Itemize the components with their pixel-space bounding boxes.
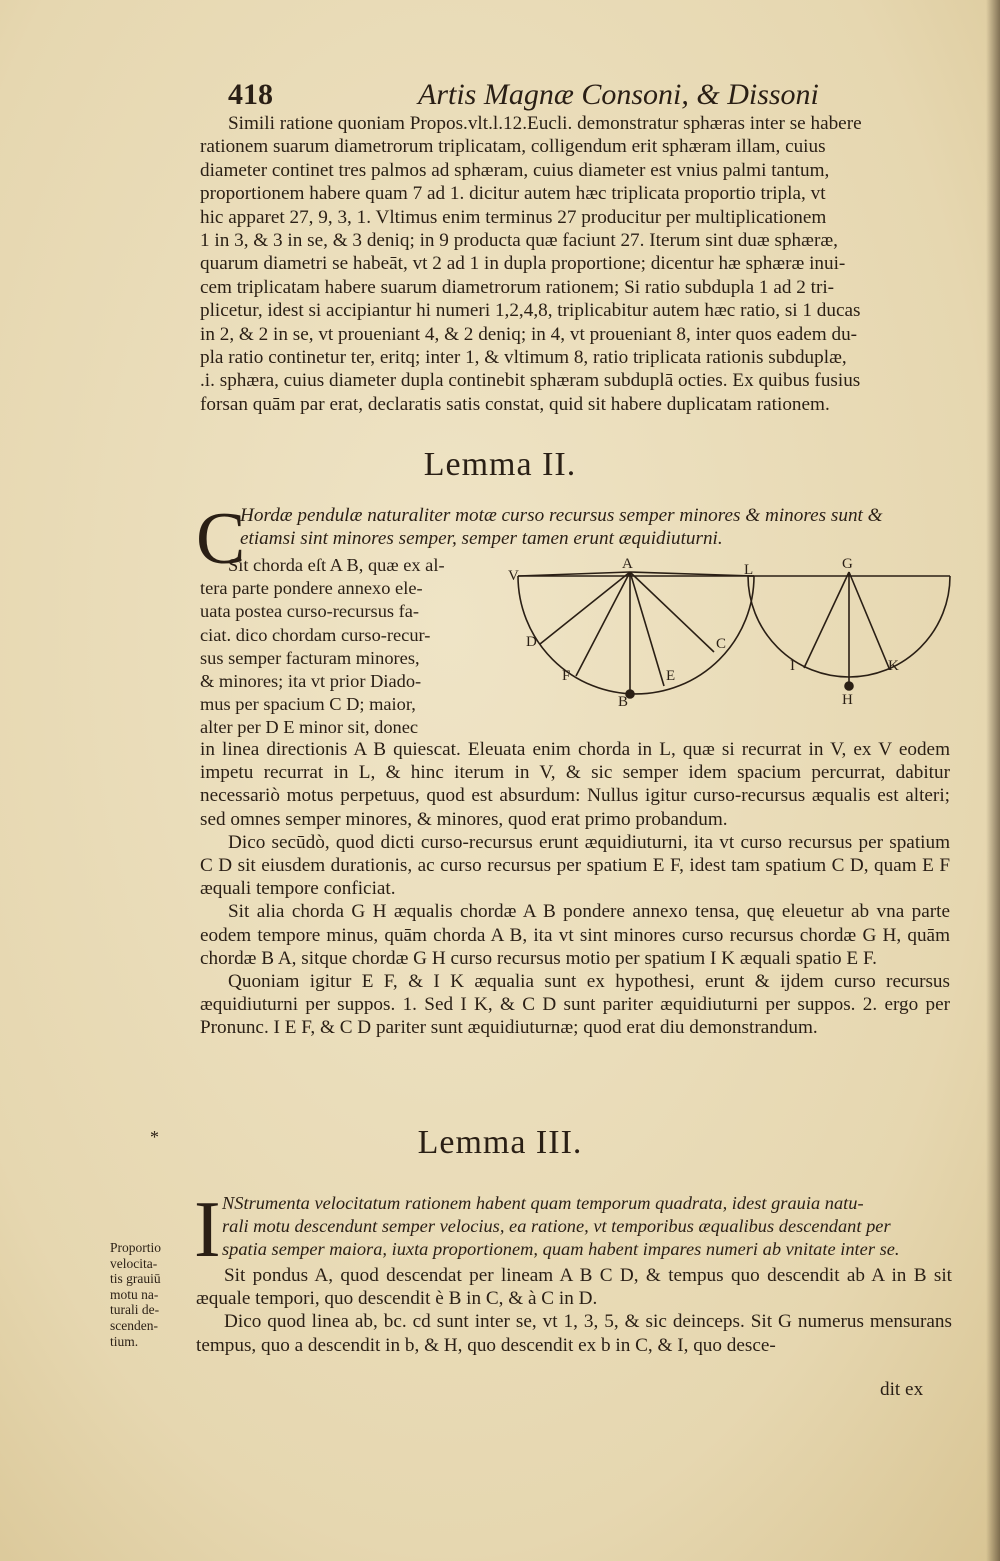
statement-line: rali motu descendunt semper velocius, ea ratione, vt temporibus æqualibus descendant per — [222, 1216, 891, 1236]
fig-label-c: C — [716, 636, 727, 652]
lemma-2-paragraph: in linea directionis A B quiescat. Eleuata enim chorda in L, quæ si recurrat in V, ex V eodem impetu recurrat in L, & hinc iterum in V, & sic semper idem spacium percurrat, dabitur necessariò motus perpetuus, quod est absurdum: Nullus igitur curso-recursus æqualis est alteri; sed omnes semper minores, & minores, quod erat primo probandum. — [200, 739, 950, 830]
narrow-line: Sit chorda eſt A B, quæ ex al- — [228, 555, 445, 575]
catchword: dit ex — [880, 1379, 924, 1400]
lemma-2-heading: Lemma II. — [423, 446, 577, 483]
statement-line: etiamsi sint minores semper, semper tamen erunt æquidiuturni. — [240, 528, 723, 549]
lemma-2-statement — [240, 504, 950, 550]
margin-line: turali de- — [110, 1302, 160, 1318]
margin-line: velocita- — [110, 1255, 158, 1271]
fig-label-d: D — [526, 634, 537, 650]
lemma-3-statement — [222, 1192, 952, 1261]
narrow-line: alter per D E minor sit, donec — [200, 717, 419, 738]
intro-line: rationem suarum diametrorum triplicatam, colligendum erit sphæram illam, cuius — [200, 136, 826, 158]
left-pendulum-diagram — [518, 572, 754, 698]
fig-label-g: G — [842, 558, 853, 572]
running-title: Artis Magnæ Consoni, & Dissoni — [418, 78, 819, 111]
narrow-line: tera parte pondere annexo ele- — [200, 578, 423, 599]
fig-label-l: L — [744, 562, 754, 578]
line-ad — [540, 572, 630, 644]
fig-label-a: A — [622, 558, 633, 572]
line-af — [576, 572, 630, 676]
lemma-3-heading: Lemma III. — [417, 1124, 583, 1161]
intro-line: hic apparet 27, 9, 3, 1. Vltimus enim terminus 27 producitur per multiplicationem — [200, 206, 827, 228]
margin-line: tis grauiū — [110, 1271, 161, 1287]
margin-line: tium. — [110, 1333, 139, 1349]
lemma-2-paragraph: Dico secūdò, quod dicti curso-recursus erunt æquidiuturni, ita vt curso recursus per spatium C D sit eiusdem durationis, ac curso recursus per spatium E F, idest tam spatium C D, quam E F æquali tempore conficiat. — [200, 831, 950, 900]
right-pendulum-diagram — [748, 572, 950, 690]
lemma-3-paragraph: Dico quod linea ab, bc. cd sunt inter se, vt 1, 3, 5, & sic deinceps. Sit G numerus mensurans tempus, quo a descendit in b, & H, quo descendit ex b in C, & I, quo desce- — [196, 1311, 952, 1356]
lemma-2-dropcap: C — [196, 498, 246, 580]
narrow-line: ciat. dico chordam curso-recur- — [200, 624, 431, 645]
intro-line: diameter continet tres palmos ad sphæram, cuius diameter est vnius palmi tantum, — [200, 159, 830, 181]
intro-paragraph — [200, 112, 950, 416]
fig-label-b: B — [618, 694, 629, 710]
intro-line: plicetur, idest si accipiantur hi numeri 1,2,4,8, triplicabitur autem hæc ratio, si 1 ducas — [200, 300, 861, 322]
lemma-2-body — [200, 738, 950, 1040]
narrow-line: sus semper facturam minores, — [200, 647, 420, 668]
fig-label-i: I — [790, 658, 795, 674]
margin-line: motu na- — [110, 1286, 159, 1302]
lemma-2-paragraph: Quoniam igitur E F, & I K æqualia sunt ex hypothesi, erunt & ijdem curso recursus æquidiuturni per suppos. 1. Sed I K, & C D sunt pariter æquidiuturni per suppos. 2. ergo per Pronunc. I E F, & C D pariter sunt æquidiuturnæ; quod erat diu demonstrandum. — [200, 971, 950, 1039]
section-marker: * — [150, 1127, 159, 1147]
statement-line: NStrumenta velocitatum rationem habent quam temporum quadrata, idest grauia natu- — [222, 1193, 864, 1213]
intro-line: 1 in 3, & 3 in se, & 3 deniq; in 9 producta quæ faciunt 27. Iterum sint duæ sphæræ, — [200, 230, 838, 252]
fig-label-e: E — [666, 668, 676, 684]
lemma-3-body — [196, 1264, 952, 1357]
fig-label-h: H — [842, 692, 853, 708]
intro-line: pla ratio continetur ter, eritq; inter 1, & vltimum 8, ratio triplicata rationis subduplæ, — [200, 347, 847, 369]
fig-label-k: K — [888, 658, 899, 674]
margin-note — [110, 1240, 186, 1349]
margin-line: Proportio — [110, 1240, 162, 1255]
intro-line: quarum diametri se habeāt, vt 2 ad 1 in dupla proportione; dicentur hæ sphæræ inui- — [200, 253, 846, 275]
fig-label-f: F — [562, 668, 571, 684]
fig-label-v: V — [508, 568, 519, 584]
statement-line: spatia semper maiora, iuxta proportionem, quam habent impares numeri ab vnitate inter se. — [222, 1239, 900, 1259]
intro-line: .i. sphæra, cuius diameter dupla continebit sphæram subduplā octies. Ex quibus fusius — [200, 370, 861, 392]
lemma-2-narrow-text — [200, 554, 496, 740]
lemma-3-paragraph: Sit pondus A, quod descendat per lineam A B C D, & tempus quo descendit ab A in B sit æquale tempori, quo descendit è B in C, & à C in D. — [196, 1265, 952, 1310]
lemma-3-dropcap: I — [194, 1186, 221, 1274]
right-bob — [845, 682, 853, 690]
line-gi — [804, 572, 849, 668]
page-number: 418 — [228, 78, 273, 111]
narrow-line: uata postea curso-recursus fa- — [200, 601, 420, 622]
narrow-line: & minores; ita vt prior Diado- — [200, 671, 422, 692]
intro-line: in 2, & 2 in se, vt proueniant 4, & 2 deniq; in 4, vt proueniant 8, inter quos eadem du- — [200, 323, 858, 345]
intro-line: forsan quām par erat, declaratis satis constat, quid sit habere duplicatam rationem. — [200, 393, 830, 415]
intro-line: cem triplicatam habere suarum diametrorum rationem; Si ratio subdupla 1 ad 2 tri- — [200, 276, 835, 298]
narrow-line: mus per spacium C D; maior, — [200, 694, 416, 715]
pendulum-figure — [504, 558, 974, 720]
margin-line: scenden- — [110, 1317, 158, 1333]
statement-line: Hordæ pendulæ naturaliter motæ curso recursus semper minores & minores sunt & — [240, 505, 883, 526]
intro-line: proportionem habere quam 7 ad 1. dicitur autem hæc triplicata proportio tripla, vt — [200, 183, 826, 205]
intro-line: Simili ratione quoniam Propos.vlt.l.12.Eucli. demonstratur sphæras inter se habere — [228, 113, 862, 134]
line-gk — [849, 572, 889, 668]
lemma-2-paragraph: Sit alia chorda G H æqualis chordæ A B pondere annexo tensa, quę eleuetur ab vna parte eodem tempore minus, quām chorda A B, ita vt sint minores curso recursus chordæ G H, quām chordæ B A, sitque chordæ G H curso recursus motio per spatium I K æquali spatio E F. — [200, 901, 950, 969]
